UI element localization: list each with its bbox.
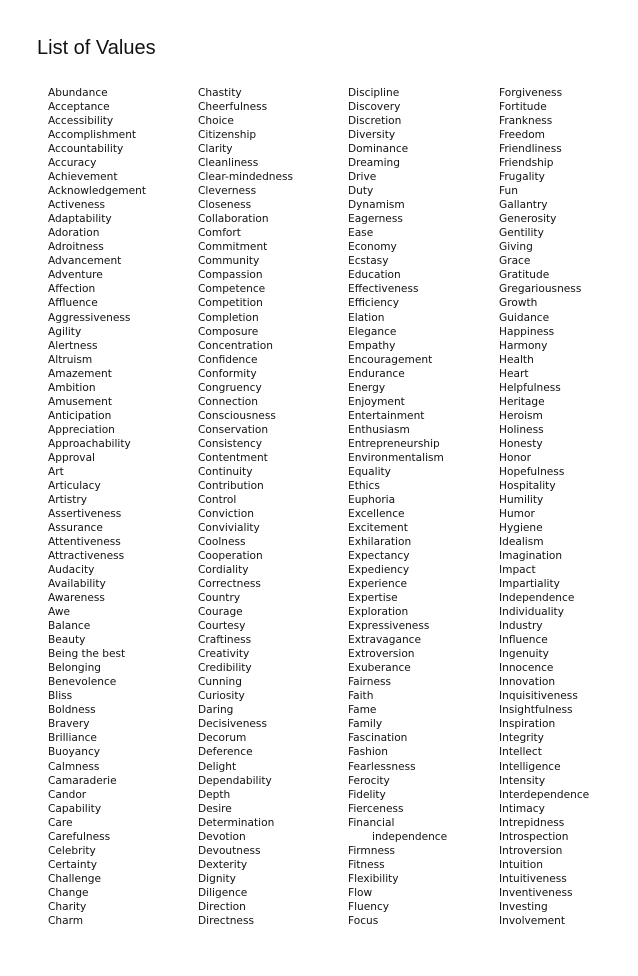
value-item: Accomplishment [48, 129, 137, 142]
value-item: Compassion [198, 269, 263, 282]
value-item: Cleanliness [198, 157, 259, 170]
value-item: Elation [348, 311, 385, 324]
value-item: Integrity [499, 732, 544, 745]
value-item: Elegance [348, 325, 397, 338]
value-item: Country [198, 592, 241, 605]
value-item: Daring [198, 704, 234, 717]
value-item: Accuracy [48, 157, 97, 170]
value-item: Exploration [348, 606, 409, 619]
value-item: Appreciation [48, 423, 115, 436]
value-item: Eagerness [348, 213, 403, 226]
value-item: Candor [48, 788, 87, 801]
value-item: independence [372, 830, 448, 843]
value-item: Influence [499, 634, 548, 647]
value-item: Affluence [48, 297, 98, 310]
value-item: Dexterity [198, 858, 248, 871]
value-item: Achievement [48, 171, 118, 184]
value-item: Approval [48, 451, 96, 464]
value-item: Brilliance [48, 732, 97, 745]
value-item: Growth [499, 297, 538, 310]
value-item: Flexibility [348, 872, 399, 885]
value-item: Buoyancy [48, 746, 101, 759]
value-item: Camaraderie [48, 774, 117, 787]
value-item: Independence [499, 592, 575, 605]
value-item: Exhilaration [348, 536, 412, 548]
value-item: Gallantry [499, 199, 548, 212]
value-item: Fidelity [348, 788, 386, 801]
value-item: Accountability [48, 143, 124, 156]
value-item: Depth [198, 788, 231, 801]
value-item: Continuity [198, 465, 253, 478]
value-item: Humility [499, 493, 544, 506]
value-item: Altruism [48, 353, 93, 366]
value-item: Consistency [198, 437, 263, 450]
value-item: Discretion [348, 115, 402, 128]
value-item: Extravagance [348, 634, 421, 647]
value-item: Adaptability [48, 213, 112, 226]
value-item: Charity [48, 900, 87, 913]
value-item: Fairness [348, 676, 391, 689]
value-item: Fortitude [499, 101, 547, 114]
value-item: Approachability [48, 437, 131, 450]
value-item: Education [348, 269, 401, 282]
value-item: Exuberance [348, 662, 411, 675]
value-item: Inventiveness [499, 886, 573, 899]
value-item: Assertiveness [48, 507, 122, 520]
value-item: Frankness [499, 115, 553, 128]
value-item: Availability [48, 578, 106, 591]
value-item: Heart [499, 367, 529, 380]
value-item: Efficiency [348, 297, 400, 310]
value-item: Excellence [348, 507, 405, 520]
value-item: Activeness [48, 199, 106, 212]
value-item: Intensity [499, 774, 546, 787]
value-item: Health [499, 353, 534, 366]
value-item: Awareness [48, 592, 105, 605]
value-item: Gratitude [499, 269, 550, 282]
value-item: Congruency [198, 381, 262, 394]
value-item: Intellect [499, 746, 542, 759]
value-item: Being the best [48, 648, 126, 661]
value-item: Conviction [198, 507, 254, 520]
value-item: Accessibility [48, 115, 114, 128]
value-item: Ease [348, 227, 374, 240]
value-item: Idealism [499, 536, 544, 548]
value-item: Diligence [198, 886, 248, 899]
value-item: Intrepidness [499, 816, 565, 829]
value-item: Financial [348, 816, 395, 829]
value-item: Attractiveness [48, 550, 125, 563]
value-item: Industry [499, 620, 543, 633]
value-item: Discovery [348, 101, 401, 114]
value-item: Honesty [499, 437, 543, 450]
value-item: Hygiene [499, 521, 543, 534]
value-item: Devotion [198, 830, 246, 843]
value-item: Expressiveness [348, 620, 430, 633]
value-item: Coolness [198, 536, 246, 548]
value-item: Faith [348, 690, 374, 703]
value-item: Equality [348, 465, 391, 478]
value-item: Impartiality [499, 578, 560, 591]
value-item: Innocence [499, 662, 554, 675]
value-item: Abundance [48, 87, 108, 99]
value-item: Direction [198, 900, 246, 913]
value-item: Creativity [198, 648, 250, 661]
value-item: Forgiveness [499, 87, 563, 99]
value-item: Concentration [198, 339, 273, 352]
value-item: Cooperation [198, 550, 263, 563]
value-item: Bliss [48, 690, 73, 703]
value-item: Clarity [198, 143, 233, 156]
value-item: Expectancy [348, 550, 410, 563]
value-item: Acknowledgement [48, 185, 147, 198]
value-item: Clear-mindedness [198, 171, 294, 184]
value-item: Helpfulness [499, 381, 561, 394]
value-item: Gregariousness [499, 283, 582, 296]
value-item: Benevolence [48, 676, 117, 689]
value-item: Control [198, 493, 237, 506]
value-item: Directness [198, 914, 254, 927]
value-item: Connection [198, 395, 258, 408]
value-item: Giving [499, 241, 533, 254]
value-item: Deference [198, 746, 253, 759]
value-item: Affection [48, 283, 96, 296]
value-item: Cunning [198, 676, 242, 689]
value-item: Individuality [499, 606, 564, 619]
value-item: Care [48, 816, 73, 829]
value-item: Artistry [48, 493, 87, 506]
value-item: Credibility [198, 662, 252, 675]
value-item: Conviviality [198, 521, 260, 534]
value-item: Closeness [198, 199, 252, 212]
value-item: Duty [348, 185, 374, 198]
value-item: Freedom [499, 129, 546, 142]
value-item: Enjoyment [348, 395, 405, 408]
value-item: Ethics [348, 479, 380, 492]
value-item: Intuition [499, 858, 543, 871]
value-item: Aggressiveness [48, 311, 131, 324]
value-item: Balance [48, 620, 91, 633]
value-item: Completion [198, 311, 259, 324]
value-item: Challenge [48, 872, 101, 885]
value-item: Interdependence [499, 788, 590, 801]
value-item: Fame [348, 704, 377, 717]
value-item: Decisiveness [198, 718, 267, 731]
value-item: Fun [499, 185, 518, 198]
value-item: Heritage [499, 395, 545, 408]
value-item: Fluency [348, 900, 390, 913]
value-item: Determination [198, 816, 275, 829]
value-item: Delight [198, 760, 237, 773]
value-item: Effectiveness [348, 283, 419, 296]
value-item: Ferocity [348, 774, 390, 787]
value-item: Assurance [48, 521, 103, 534]
value-item: Consciousness [198, 409, 276, 422]
value-item: Discipline [348, 87, 400, 99]
value-item: Composure [198, 325, 259, 338]
value-item: Audacity [48, 564, 95, 577]
value-item: Friendliness [499, 143, 562, 156]
value-item: Intimacy [499, 802, 545, 815]
value-item: Excitement [348, 521, 408, 534]
values-column-3 [348, 86, 447, 928]
value-item: Adventure [48, 269, 103, 282]
value-item: Belonging [48, 662, 102, 675]
value-item: Family [348, 718, 383, 731]
value-item: Humor [499, 507, 535, 520]
value-item: Beauty [48, 634, 86, 647]
value-item: Harmony [499, 339, 548, 352]
value-item: Dreaming [348, 157, 400, 170]
values-column-4 [499, 86, 589, 928]
value-item: Expediency [348, 564, 410, 577]
value-item: Introversion [499, 844, 563, 857]
value-item: Chastity [198, 87, 242, 99]
value-item: Citizenship [198, 129, 257, 142]
value-item: Experience [348, 578, 408, 591]
value-item: Drive [348, 171, 377, 184]
value-item: Happiness [499, 325, 555, 338]
value-item: Change [48, 886, 89, 899]
value-item: Craftiness [198, 634, 252, 647]
value-item: Courage [198, 606, 243, 619]
value-item: Innovation [499, 676, 556, 689]
value-item: Celebrity [48, 844, 96, 857]
value-item: Art [48, 465, 64, 478]
value-item: Conservation [198, 423, 269, 436]
value-item: Desire [198, 802, 232, 815]
value-item: Fashion [348, 746, 388, 759]
value-item: Inquisitiveness [499, 690, 578, 703]
value-item: Contribution [198, 479, 264, 492]
value-item: Imagination [499, 550, 563, 563]
value-item: Amazement [48, 367, 112, 380]
value-item: Enthusiasm [348, 423, 410, 436]
value-item: Ingenuity [499, 648, 549, 661]
value-item: Fascination [348, 732, 408, 745]
value-item: Competition [198, 297, 263, 310]
value-item: Courtesy [198, 620, 246, 633]
value-item: Attentiveness [48, 536, 121, 548]
value-item: Energy [348, 381, 386, 394]
value-item: Contentment [198, 451, 268, 464]
value-item: Generosity [499, 213, 557, 226]
value-item: Adoration [48, 227, 100, 240]
values-column-1 [48, 86, 146, 928]
value-item: Devoutness [198, 844, 261, 857]
value-item: Certainty [48, 858, 97, 871]
value-item: Grace [499, 255, 531, 268]
value-item: Entrepreneurship [348, 437, 440, 450]
value-item: Hospitality [499, 479, 556, 492]
value-item: Introspection [499, 830, 569, 843]
value-item: Cheerfulness [198, 101, 268, 114]
values-column-2 [198, 86, 293, 928]
value-item: Dignity [198, 872, 236, 885]
value-item: Focus [348, 914, 379, 927]
value-item: Fearlessness [348, 760, 416, 773]
value-item: Decorum [198, 732, 247, 745]
value-item: Anticipation [48, 409, 112, 422]
value-item: Cordiality [198, 564, 249, 577]
value-item: Commitment [198, 241, 268, 254]
value-item: Competence [198, 283, 266, 296]
value-item: Frugality [499, 171, 545, 184]
value-item: Alertness [48, 339, 98, 352]
value-item: Dependability [198, 774, 272, 787]
value-item: Firmness [348, 844, 396, 857]
value-item: Honor [499, 451, 531, 464]
page-title: List of Values [37, 37, 156, 59]
value-item: Community [198, 255, 260, 268]
value-item: Euphoria [348, 493, 396, 506]
value-item: Intuitiveness [499, 872, 567, 885]
value-item: Entertainment [348, 409, 425, 422]
value-item: Dynamism [348, 199, 405, 212]
value-item: Intelligence [499, 760, 561, 773]
value-item: Heroism [499, 409, 543, 422]
value-item: Involvement [499, 914, 566, 927]
value-item: Confidence [198, 353, 258, 366]
value-item: Conformity [198, 367, 257, 380]
value-item: Inspiration [499, 718, 556, 731]
value-item: Awe [48, 606, 70, 619]
value-item: Calmness [48, 760, 100, 773]
value-item: Expertise [348, 592, 398, 605]
value-item: Encouragement [348, 353, 433, 366]
value-item: Amusement [48, 395, 113, 408]
value-item: Capability [48, 802, 102, 815]
value-item: Charm [48, 914, 84, 927]
value-item: Economy [348, 241, 397, 254]
value-item: Gentility [499, 227, 544, 240]
value-item: Advancement [48, 255, 122, 268]
value-item: Acceptance [48, 101, 110, 114]
value-item: Investing [499, 900, 548, 913]
value-item: Impact [499, 564, 536, 577]
value-item: Empathy [348, 339, 396, 352]
value-item: Environmentalism [348, 451, 444, 464]
value-item: Curiosity [198, 690, 245, 703]
value-item: Cleverness [198, 185, 257, 198]
value-item: Collaboration [198, 213, 269, 226]
value-item: Diversity [348, 129, 396, 142]
value-item: Guidance [499, 311, 550, 324]
value-item: Flow [348, 886, 373, 899]
value-item: Bravery [48, 718, 90, 731]
value-item: Articulacy [48, 479, 101, 492]
value-item: Choice [198, 115, 234, 128]
value-item: Holiness [499, 423, 544, 436]
value-item: Friendship [499, 157, 554, 170]
value-item: Endurance [348, 367, 405, 380]
value-item: Fitness [348, 858, 385, 871]
value-item: Carefulness [48, 830, 111, 843]
value-item: Ecstasy [348, 255, 389, 268]
value-item: Insightfulness [499, 704, 573, 717]
value-item: Agility [48, 325, 82, 338]
value-item: Fierceness [348, 802, 404, 815]
value-item: Adroitness [48, 241, 104, 254]
value-item: Boldness [48, 704, 96, 717]
value-item: Correctness [198, 578, 261, 591]
value-item: Ambition [48, 381, 96, 394]
value-item: Hopefulness [499, 465, 565, 478]
value-item: Dominance [348, 143, 409, 156]
value-item: Extroversion [348, 648, 415, 661]
value-item: Comfort [198, 227, 241, 240]
